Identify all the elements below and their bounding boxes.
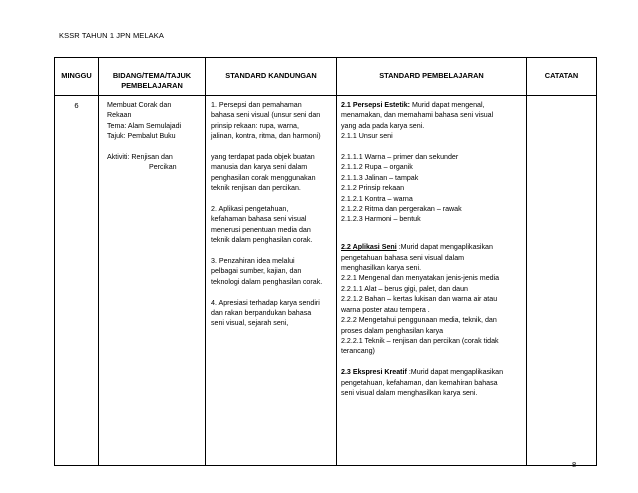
pembelajaran-line: 2.2 Aplikasi Seni :Murid dapat mengaplikasikan	[341, 243, 493, 252]
kandungan-line: menerusi penentuan media dan	[211, 225, 311, 234]
pembelajaran-line: menamakan, dan memahami bahasa seni visual	[341, 111, 494, 120]
theme-cell	[99, 96, 206, 466]
kandungan-line: teknologi dalam penghasilan corak.	[211, 277, 323, 286]
theme-line: Percikan	[149, 163, 177, 172]
pembelajaran-line: 2.2.1.1 Alat – berus gigi, palet, dan daun	[341, 284, 468, 293]
theme-line: Rekaan	[107, 111, 132, 120]
pembelajaran-line: 2.2.1.2 Bahan – kertas lukisan dan warna air atau	[341, 295, 498, 304]
pembelajaran-line: 2.1.1 Unsur seni	[341, 132, 393, 141]
kandungan-line: seni visual, sejarah seni,	[211, 319, 289, 328]
pembelajaran-line: warna poster atau tempera .	[341, 305, 430, 314]
kandungan-line: teknik dalam penghasilan corak.	[211, 236, 313, 245]
kandungan-line: kefahaman bahasa seni visual	[211, 215, 307, 224]
pembelajaran-line: pengetahuan bahasa seni visual dalam	[341, 253, 465, 262]
pembelajaran-line: seni visual dalam menghasilkan karya seni.	[341, 388, 478, 397]
week-cell: 6	[55, 96, 99, 466]
header-bidang	[99, 58, 206, 96]
header-kandungan: STANDARD KANDUNGAN	[206, 58, 337, 96]
pembelajaran-line: menghasilkan karya seni.	[341, 264, 422, 273]
pembelajaran-line: pengetahuan, kefahaman, dan kemahiran bahasa	[341, 378, 498, 387]
theme-line: Tajuk: Pembalut Buku	[107, 132, 176, 141]
pembelajaran-line: 2.1.2.1 Kontra – warna	[341, 194, 413, 203]
table-header-row	[55, 58, 597, 96]
section-title-persepsi-estetik: 2.1 Persepsi Estetik:	[341, 101, 411, 109]
header-pembelajaran: STANDARD PEMBELAJARAN	[337, 58, 527, 96]
pembelajaran-line: 2.1.1.1 Warna – primer dan sekunder	[341, 153, 459, 162]
theme-line: Membuat Corak dan	[107, 101, 172, 109]
pembelajaran-line: yang ada pada karya seni.	[341, 121, 425, 130]
kandungan-line: pelbagai sumber, kajian, dan	[211, 267, 302, 276]
kandungan-line: manusia dan karya seni dalam	[211, 163, 308, 172]
pembelajaran-line: 2.1.2.3 Harmoni – bentuk	[341, 215, 421, 224]
pembelajaran-line: 2.1.2.2 Ritma dan pergerakan – rawak	[341, 205, 462, 214]
pembelajaran-line: 2.1.1.2 Rupa – organik	[341, 163, 413, 172]
kandungan-line: dan rakan berpandukan bahasa	[211, 309, 312, 318]
kandungan-line: yang terdapat pada objek buatan	[211, 153, 315, 162]
document-header: KSSR TAHUN 1 JPN MELAKA	[59, 31, 164, 40]
header-bidang-line2: PEMBELAJARAN	[121, 81, 183, 90]
kandungan-line: teknik renjisan dan percikan.	[211, 184, 301, 193]
lesson-plan-table	[54, 57, 597, 466]
pembelajaran-line: proses dalam penghasilan karya	[341, 326, 444, 335]
header-catatan: CATATAN	[527, 58, 597, 96]
kandungan-line: 4. Apresiasi terhadap karya sendiri	[211, 298, 320, 307]
pembelajaran-cell	[337, 96, 527, 466]
kandungan-line: jalinan, kontra, ritma, dan harmoni)	[211, 132, 321, 141]
pembelajaran-line: 2.2.2 Mengetahui penggunaan media, teknik, dan	[341, 316, 497, 325]
kandungan-line: 2. Aplikasi pengetahuan,	[211, 205, 289, 214]
theme-line: Tema: Alam Semulajadi	[107, 121, 182, 130]
pembelajaran-line: 2.2.1 Mengenal dan menyatakan jenis-jenis media	[341, 274, 500, 283]
kandungan-line: penghasilan corak menggunakan	[211, 173, 316, 182]
pembelajaran-line: 2.1.1.3 Jalinan – tampak	[341, 173, 419, 182]
kandungan-line: bahasa seni visual (unsur seni dan	[211, 111, 321, 120]
pembelajaran-line: terancang)	[341, 347, 375, 356]
theme-line: Aktiviti: Renjisan dan	[107, 153, 173, 162]
table-row	[55, 96, 597, 466]
pembelajaran-line: 2.1 Persepsi Estetik: Murid dapat mengenal,	[341, 101, 485, 109]
header-minggu: MINGGU	[55, 58, 99, 96]
pembelajaran-line: 2.2.2.1 Teknik – renjisan dan percikan (corak tidak	[341, 336, 499, 345]
pembelajaran-line: 2.3 Ekspresi Kreatif :Murid dapat mengaplikasikan	[341, 368, 504, 377]
catatan-cell	[527, 96, 597, 466]
section-title-ekspresi-kreatif: 2.3 Ekspresi Kreatif	[341, 368, 407, 377]
kandungan-line: 3. Penzahiran idea melalui	[211, 257, 295, 266]
section-title-aplikasi-seni: 2.2 Aplikasi Seni	[341, 243, 397, 252]
header-bidang-line1: BIDANG/TEMA/TAJUK	[112, 71, 192, 80]
kandungan-line: 1. Persepsi dan pemahaman	[211, 101, 302, 109]
page-number: 8	[572, 460, 577, 469]
pembelajaran-line: 2.1.2 Prinsip rekaan	[341, 184, 405, 193]
kandungan-line: prinsip rekaan: rupa, warna,	[211, 121, 299, 130]
kandungan-cell	[206, 96, 337, 466]
